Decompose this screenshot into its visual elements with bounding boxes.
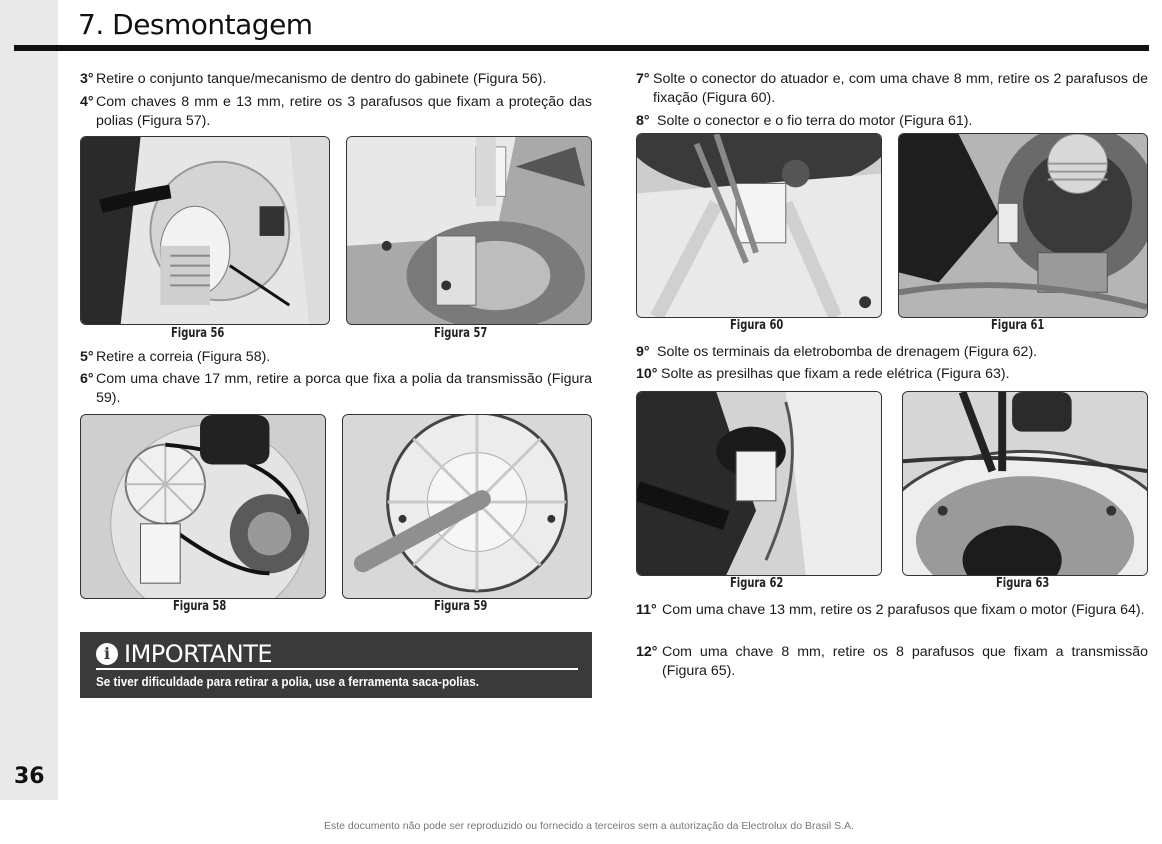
step-8 <box>636 112 1148 131</box>
step-4 <box>80 93 592 131</box>
step-11 <box>636 601 1148 620</box>
step-text: Com uma chave 8 mm, retire os 8 parafusos que fixam a transmissão (Figura 65). <box>662 644 1148 679</box>
figure-56-caption: Figura 56 <box>171 326 225 341</box>
step-number: 8° <box>636 113 650 129</box>
figure-59-caption: Figura 59 <box>434 599 488 614</box>
figure-57-caption: Figura 57 <box>434 326 488 341</box>
step-9 <box>636 343 1148 362</box>
step-6 <box>80 370 592 408</box>
step-text: Solte os terminais da eletrobomba de drenagem (Figura 62). <box>657 344 1038 360</box>
figure-62-caption: Figura 62 <box>730 576 784 591</box>
step-text: Retire o conjunto tanque/mecanismo de dentro do gabinete (Figura 56). <box>96 71 547 87</box>
figure-63-caption: Figura 63 <box>996 576 1050 591</box>
figure-58-caption: Figura 58 <box>173 599 227 614</box>
figure-57-photo <box>346 136 592 325</box>
page-title <box>78 8 313 41</box>
step-number: 10° <box>636 366 658 382</box>
figure-62-photo <box>636 391 882 576</box>
important-text: Se tiver dificuldade para retirar a polia, use a ferramenta saca-polias. <box>96 674 480 689</box>
important-label: IMPORTANTE <box>124 640 273 668</box>
step-text: Com chaves 8 mm e 13 mm, retire os 3 parafusos que fixam a proteção das polias (Figura 57). <box>96 94 592 129</box>
step-number: 3° <box>80 71 94 87</box>
figure-60-caption: Figura 60 <box>730 318 784 333</box>
step-number: 9° <box>636 344 650 360</box>
step-number: 12° <box>636 644 658 660</box>
step-text: Retire a correia (Figura 58). <box>96 349 271 365</box>
step-text: Solte o conector do atuador e, com uma chave 8 mm, retire os 2 parafusos de fixação (Figura 60). <box>653 71 1148 106</box>
step-text: Com uma chave 13 mm, retire os 2 parafusos que fixam o motor (Figura 64). <box>662 602 1145 618</box>
side-strip <box>0 0 58 800</box>
step-number: 6° <box>80 371 94 387</box>
step-text: Solte as presilhas que fixam a rede elétrica (Figura 63). <box>661 366 1010 382</box>
page-number: 36 <box>14 764 45 789</box>
step-3 <box>80 70 592 89</box>
figure-61-photo <box>898 133 1148 318</box>
step-5 <box>80 348 592 367</box>
step-12 <box>636 643 1148 681</box>
step-text: Com uma chave 17 mm, retire a porca que fixa a polia da transmissão (Figura 59). <box>96 371 592 406</box>
header-divider <box>14 45 1149 51</box>
footer-disclaimer: Este documento não pode ser reproduzido ou fornecido a terceiros sem a autorização da Electrolux do Brasil S.A. <box>324 820 854 832</box>
info-icon: i <box>96 643 118 665</box>
step-number: 4° <box>80 94 94 110</box>
step-number: 5° <box>80 349 94 365</box>
figure-60-photo <box>636 133 882 318</box>
important-header <box>96 640 272 668</box>
step-7 <box>636 70 1148 108</box>
figure-58-photo <box>80 414 326 599</box>
section-title-text: . Desmontagem <box>95 8 313 41</box>
step-text: Solte o conector e o fio terra do motor (Figura 61). <box>657 113 973 129</box>
figure-56-photo <box>80 136 330 325</box>
step-number: 7° <box>636 71 650 87</box>
important-divider <box>96 668 578 670</box>
important-note <box>80 632 592 698</box>
figure-61-caption: Figura 61 <box>991 318 1045 333</box>
figure-63-photo <box>902 391 1148 576</box>
step-10 <box>636 365 1148 384</box>
section-number: 7 <box>78 8 96 41</box>
step-number: 11° <box>636 602 657 618</box>
figure-59-photo <box>342 414 592 599</box>
